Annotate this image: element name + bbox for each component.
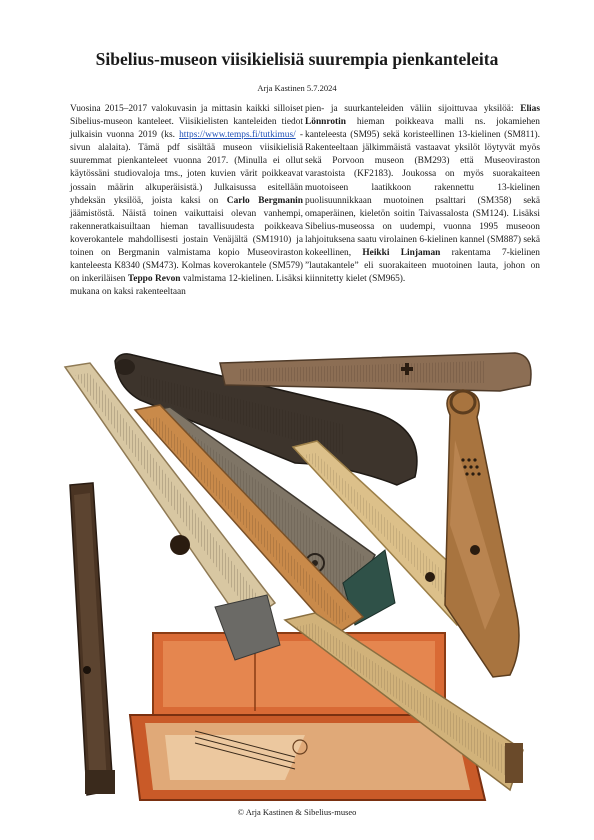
person-name-linjama: Heikki Linjaman [362, 248, 441, 259]
text-run: Vuosina 2015–2017 valokuvasin ja mittasin kaikki silloiset Sibelius-museon kanteleet. Viisikielisten kanteleiden tiedot julkaisin vuonna 2019 (ks. [70, 104, 303, 141]
tutkimus-link[interactable]: https://www.temps.fi/tutkimus/ [179, 130, 296, 141]
scroll-kantele [445, 390, 519, 677]
text-run: valmistama 12-kielinen. Lisäksi mukana on kaksi rakenteeltaan [70, 274, 303, 298]
copyright-footer: © Arja Kastinen & Sibelius-museo [237, 807, 357, 817]
text-run: -sivun alalaita). Tämä pdf sisältää museon viisikielisiä suuremmat pienkanteleet vuonna 2017. (Minulla ei ollut käytössäni studiovaloja tms., joten kuvien värit poikkeavat jossain määrin alkuperäisistä.) Julkaisussa esitellään yhdeksän yksilöä, joista kaksi on [70, 130, 303, 206]
body-column-right [305, 103, 540, 286]
person-name-lonnrot: Elias Lönnrotin [305, 104, 540, 128]
person-name-repo: Teppo Revon [127, 274, 181, 285]
brown-long-kantele [220, 353, 531, 391]
document-title: Sibelius-museon viisikielisiä suurempia pienkanteleita [95, 49, 499, 69]
author-date: Arja Kastinen 5.7.2024 [257, 83, 337, 93]
text-run: jäämistöstä. Näistä toinen vaikuttaisi olevan vanhempi, rakenneratkaisuiltaan hieman tavallisuudesta poikkeava koverokantele mahdollisesti jostain Venäjältä (SM1910) ja toinen on Bergmanin valmistama kopio Museoviraston kanteleesta K8340 (SM473). Kolmas koverokantele (SM579) on inkeriläisen [70, 208, 303, 285]
person-name-bergman: Carlo Bergmanin [226, 195, 303, 206]
text-run: hieman poikkeava malli ns. jokamiehen kanteleesta (SM95) sekä koristeellinen 13-kielinen (SM811). Rakenteeltaan jälkimmäistä vastaavat yksilöt löytyvät myös sekä Porvoon museon (BM293) että Museoviraston varastoista (KF2183). Joukossa on myös suorakaiteen muotoiseen laatikkoon rakennettu 13-kielinen puolisuunnikkaan muotoinen psalttari (SM358) sekä omaperäinen, kieletön soitin Taivassalosta (SM124). Lisäksi Sibelius-museossa on uudempi, vuonna 1995 museoon lahjoituksena saatu virolainen 6-kielinen kannel (SM887) sekä kokeellinen, [305, 117, 540, 259]
kantele-collage-photo [45, 345, 565, 805]
text-run: rakentama 7-kielinen ”lautakantele” eli suorakaiteen muotoinen lauta, johon on kiinnitetty kielet (SM965). [305, 248, 540, 285]
text-run: pien- ja suurkanteleiden väliin sijoittuvaa yksilöä: [305, 104, 521, 114]
dark-narrow-kantele [70, 483, 115, 795]
body-column-left [70, 103, 303, 299]
